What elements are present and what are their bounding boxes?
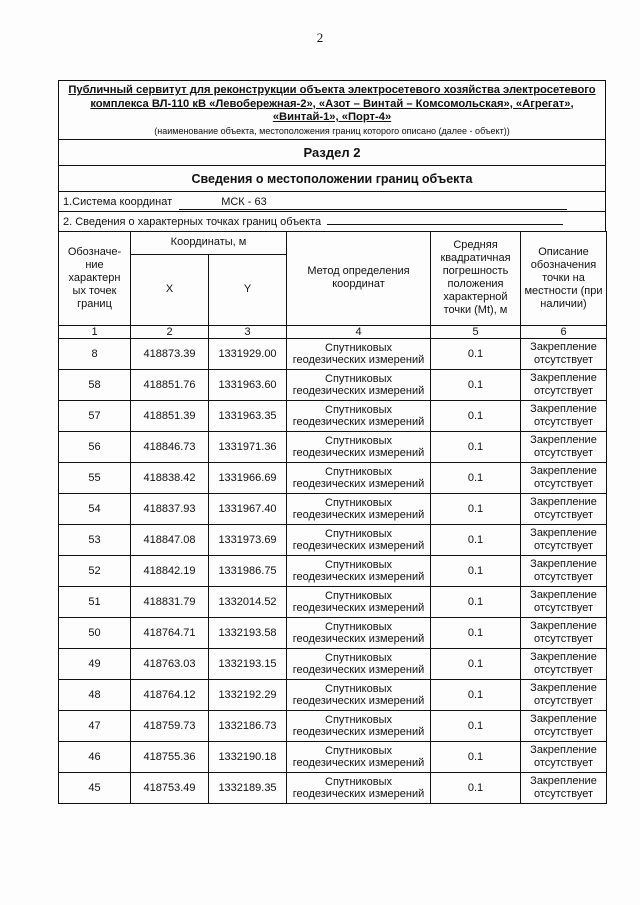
- method-line-2: геодезических измерений: [292, 601, 425, 614]
- y-value: 1331986.75: [209, 555, 287, 586]
- description-line-2: отсутствует: [533, 756, 593, 769]
- x-value: 418764.71: [131, 617, 209, 648]
- method-line-1: Спутниковых: [325, 558, 392, 571]
- column-number: 1: [59, 325, 131, 338]
- description-line-2: отсутствует: [533, 570, 593, 583]
- object-title-note: (наименование объекта, местоположения границ которого описано (далее - объект)): [154, 125, 510, 136]
- method-line-1: Спутниковых: [325, 527, 392, 540]
- method-cell: [287, 524, 431, 555]
- section-title: Раздел 2: [58, 139, 606, 165]
- y-value: 1331929.00: [209, 338, 287, 369]
- method-cell: [287, 617, 431, 648]
- table-row: [59, 338, 607, 369]
- method-line-1: Спутниковых: [325, 744, 392, 757]
- x-value: 418759.73: [131, 710, 209, 741]
- description-line-1: Закрепление: [530, 402, 597, 415]
- point-id: 8: [59, 338, 131, 369]
- points-heading-underline: [327, 224, 563, 225]
- method-line-2: геодезических измерений: [292, 384, 425, 397]
- method-line-1: Спутниковых: [325, 496, 392, 509]
- x-value: 418846.73: [131, 431, 209, 462]
- column-number: 2: [131, 325, 209, 338]
- subsection-title: Сведения о местоположении границ объекта: [58, 165, 606, 191]
- description-line-2: отсутствует: [533, 663, 593, 676]
- description-cell: [521, 555, 607, 586]
- error-value: 0.1: [431, 431, 521, 462]
- designation-header: Обозначе-ние характерн ых точек границ: [59, 231, 131, 325]
- coordinates-header: Координаты, м: [131, 231, 287, 254]
- table-row: [59, 431, 607, 462]
- table-row: [59, 617, 607, 648]
- y-value: 1332193.58: [209, 617, 287, 648]
- method-cell: [287, 462, 431, 493]
- point-id: 46: [59, 741, 131, 772]
- x-value: 418755.36: [131, 741, 209, 772]
- method-line-1: Спутниковых: [325, 713, 392, 726]
- y-value: 1331967.40: [209, 493, 287, 524]
- description-line-1: Закрепление: [530, 557, 597, 570]
- method-cell: [287, 648, 431, 679]
- table-row: [59, 648, 607, 679]
- point-id: 51: [59, 586, 131, 617]
- error-value: 0.1: [431, 369, 521, 400]
- table-row: [59, 369, 607, 400]
- error-value: 0.1: [431, 493, 521, 524]
- x-value: 418851.39: [131, 400, 209, 431]
- method-line-2: геодезических измерений: [292, 353, 425, 366]
- description-line-2: отсутствует: [533, 601, 593, 614]
- table-row: [59, 400, 607, 431]
- method-line-1: Спутниковых: [325, 403, 392, 416]
- description-line-1: Закрепление: [530, 774, 597, 787]
- method-line-2: геодезических измерений: [292, 725, 425, 738]
- table-row: [59, 555, 607, 586]
- description-line-2: отсутствует: [533, 415, 593, 428]
- x-value: 418847.08: [131, 524, 209, 555]
- boundary-document: [58, 80, 606, 804]
- method-line-1: Спутниковых: [325, 775, 392, 788]
- method-header: Метод определения координат: [287, 231, 431, 325]
- method-line-2: геодезических измерений: [292, 508, 425, 521]
- y-value: 1332189.35: [209, 772, 287, 803]
- point-id: 56: [59, 431, 131, 462]
- description-cell: [521, 400, 607, 431]
- error-value: 0.1: [431, 617, 521, 648]
- description-line-2: отсутствует: [533, 446, 593, 459]
- table-row: [59, 772, 607, 803]
- description-line-2: отсутствует: [533, 477, 593, 490]
- coordinate-system-value: МСК - 63: [179, 195, 567, 210]
- y-value: 1332014.52: [209, 586, 287, 617]
- point-id: 53: [59, 524, 131, 555]
- method-line-2: геодезических измерений: [292, 477, 425, 490]
- description-cell: [521, 493, 607, 524]
- description-line-1: Закрепление: [530, 371, 597, 384]
- description-line-1: Закрепление: [530, 464, 597, 477]
- description-line-1: Закрепление: [530, 340, 597, 353]
- error-value: 0.1: [431, 679, 521, 710]
- method-cell: [287, 400, 431, 431]
- error-value: 0.1: [431, 741, 521, 772]
- method-line-1: Спутниковых: [325, 682, 392, 695]
- error-value: 0.1: [431, 338, 521, 369]
- x-value: 418842.19: [131, 555, 209, 586]
- table-row: [59, 586, 607, 617]
- method-cell: [287, 338, 431, 369]
- y-value: 1332190.18: [209, 741, 287, 772]
- point-id: 58: [59, 369, 131, 400]
- description-cell: [521, 462, 607, 493]
- description-cell: [521, 586, 607, 617]
- column-number: 3: [209, 325, 287, 338]
- description-line-1: Закрепление: [530, 619, 597, 632]
- method-line-2: геодезических измерений: [292, 663, 425, 676]
- object-title-line-1: Публичный сервитут для реконструкции объекта электросетевого хозяйства электросетевого: [68, 84, 596, 96]
- description-cell: [521, 338, 607, 369]
- y-value: 1332193.15: [209, 648, 287, 679]
- description-line-1: Закрепление: [530, 526, 597, 539]
- description-line-1: Закрепление: [530, 433, 597, 446]
- description-line-1: Закрепление: [530, 743, 597, 756]
- y-value: 1332186.73: [209, 710, 287, 741]
- method-cell: [287, 586, 431, 617]
- description-line-1: Закрепление: [530, 588, 597, 601]
- point-id: 54: [59, 493, 131, 524]
- description-cell: [521, 648, 607, 679]
- y-header: Y: [209, 254, 287, 325]
- description-line-1: Закрепление: [530, 495, 597, 508]
- y-value: 1331973.69: [209, 524, 287, 555]
- column-numbers-row: [59, 325, 607, 338]
- coordinate-system-label: 1.Система координат: [63, 195, 173, 208]
- description-cell: [521, 741, 607, 772]
- error-value: 0.1: [431, 555, 521, 586]
- points-heading-line: [58, 211, 606, 231]
- method-cell: [287, 431, 431, 462]
- x-value: 418763.03: [131, 648, 209, 679]
- y-value: 1332192.29: [209, 679, 287, 710]
- description-line-2: отсутствует: [533, 508, 593, 521]
- page-number: 2: [316, 30, 324, 45]
- method-cell: [287, 369, 431, 400]
- y-value: 1331971.36: [209, 431, 287, 462]
- method-line-1: Спутниковых: [325, 620, 392, 633]
- error-value: 0.1: [431, 400, 521, 431]
- object-title-line-2: комплекса ВЛ-110 кВ «Левобережная-2», «Азот – Винтай – Комсомольская», «Агрегат»,: [90, 97, 574, 110]
- point-id: 55: [59, 462, 131, 493]
- x-value: 418831.79: [131, 586, 209, 617]
- table-row: [59, 493, 607, 524]
- x-value: 418838.42: [131, 462, 209, 493]
- description-line-2: отсутствует: [533, 787, 593, 800]
- error-value: 0.1: [431, 772, 521, 803]
- x-value: 418764.12: [131, 679, 209, 710]
- table-row: [59, 741, 607, 772]
- points-heading: 2. Сведения о характерных точках границ объекта: [63, 215, 322, 228]
- error-value: 0.1: [431, 710, 521, 741]
- method-line-1: Спутниковых: [325, 651, 392, 664]
- method-line-2: геодезических измерений: [292, 632, 425, 645]
- method-cell: [287, 555, 431, 586]
- x-value: 418873.39: [131, 338, 209, 369]
- description-line-2: отсутствует: [533, 694, 593, 707]
- y-value: 1331963.60: [209, 369, 287, 400]
- column-number: 5: [431, 325, 521, 338]
- point-id: 57: [59, 400, 131, 431]
- x-value: 418753.49: [131, 772, 209, 803]
- point-id: 49: [59, 648, 131, 679]
- object-title: [65, 84, 599, 125]
- point-id: 50: [59, 617, 131, 648]
- method-line-2: геодезических измерений: [292, 787, 425, 800]
- point-id: 45: [59, 772, 131, 803]
- method-line-1: Спутниковых: [325, 372, 392, 385]
- method-line-1: Спутниковых: [325, 434, 392, 447]
- description-line-2: отсутствует: [533, 384, 593, 397]
- description-header: Описание обозначения точки на местности (при наличии): [521, 231, 607, 325]
- point-id: 48: [59, 679, 131, 710]
- x-value: 418837.93: [131, 493, 209, 524]
- description-cell: [521, 679, 607, 710]
- method-line-2: геодезических измерений: [292, 415, 425, 428]
- method-line-2: геодезических измерений: [292, 570, 425, 583]
- table-body: [59, 338, 607, 803]
- description-line-2: отсутствует: [533, 632, 593, 645]
- error-value: 0.1: [431, 648, 521, 679]
- method-line-2: геодезических измерений: [292, 539, 425, 552]
- method-line-1: Спутниковых: [325, 589, 392, 602]
- method-cell: [287, 679, 431, 710]
- object-title-block: [58, 80, 606, 139]
- error-value: 0.1: [431, 462, 521, 493]
- error-value: 0.1: [431, 524, 521, 555]
- method-line-2: геодезических измерений: [292, 446, 425, 459]
- method-cell: [287, 710, 431, 741]
- column-number: 4: [287, 325, 431, 338]
- method-cell: [287, 741, 431, 772]
- method-cell: [287, 493, 431, 524]
- description-line-2: отсутствует: [533, 353, 593, 366]
- description-cell: [521, 524, 607, 555]
- method-line-2: геодезических измерений: [292, 756, 425, 769]
- description-cell: [521, 369, 607, 400]
- description-cell: [521, 617, 607, 648]
- point-id: 47: [59, 710, 131, 741]
- x-header: X: [131, 254, 209, 325]
- description-cell: [521, 431, 607, 462]
- error-header: Средняя квадратичная погрешность положения характерной точки (Мt), м: [431, 231, 521, 325]
- y-value: 1331963.35: [209, 400, 287, 431]
- method-line-2: геодезических измерений: [292, 694, 425, 707]
- method-line-1: Спутниковых: [325, 465, 392, 478]
- description-line-2: отсутствует: [533, 539, 593, 552]
- point-id: 52: [59, 555, 131, 586]
- table-row: [59, 524, 607, 555]
- y-value: 1331966.69: [209, 462, 287, 493]
- table-row: [59, 710, 607, 741]
- description-cell: [521, 710, 607, 741]
- table-row: [59, 679, 607, 710]
- description-line-2: отсутствует: [533, 725, 593, 738]
- object-title-line-3: «Винтай-1», «Порт-4»: [272, 111, 392, 123]
- error-value: 0.1: [431, 586, 521, 617]
- description-line-1: Закрепление: [530, 650, 597, 663]
- column-number: 6: [521, 325, 607, 338]
- description-line-1: Закрепление: [530, 712, 597, 725]
- method-cell: [287, 772, 431, 803]
- description-line-1: Закрепление: [530, 681, 597, 694]
- coordinate-system-line: [58, 191, 606, 211]
- x-value: 418851.76: [131, 369, 209, 400]
- table-row: [59, 462, 607, 493]
- method-line-1: Спутниковых: [325, 341, 392, 354]
- description-cell: [521, 772, 607, 803]
- boundary-points-table: [58, 231, 607, 804]
